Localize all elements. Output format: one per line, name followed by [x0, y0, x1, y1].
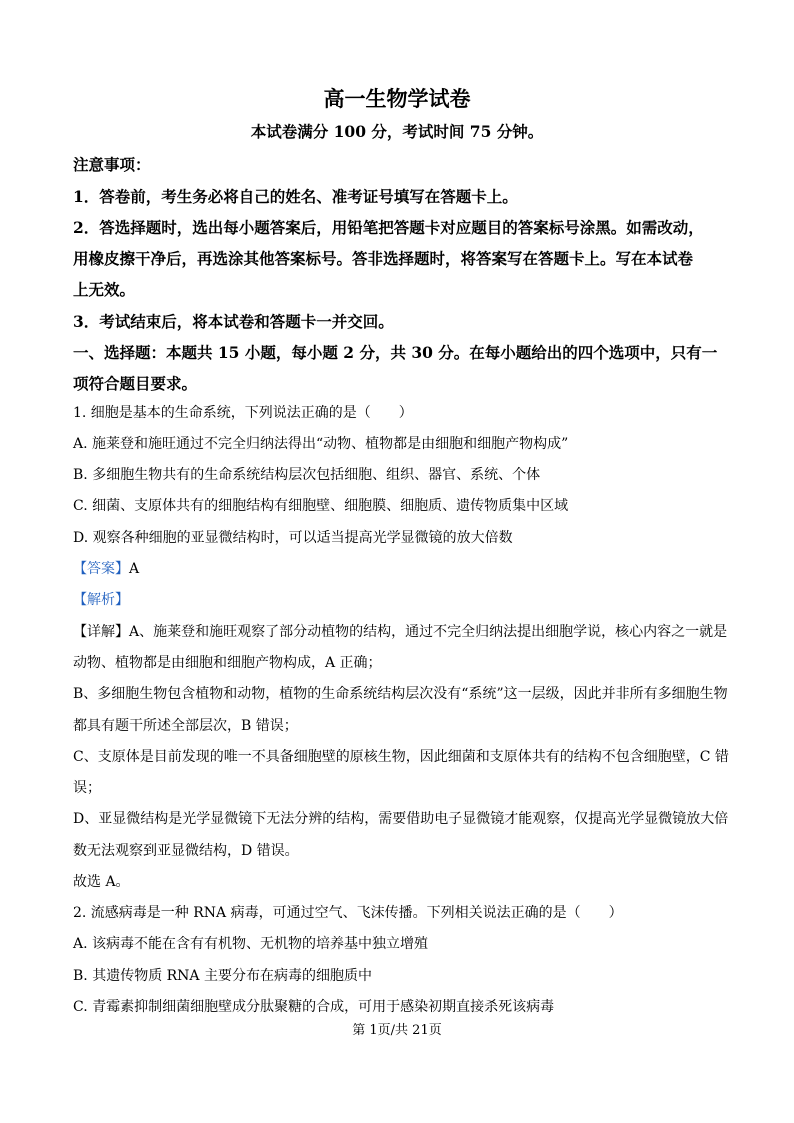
notice-heading: 注意事项：	[73, 155, 151, 174]
answer-tag: 【答案】	[73, 561, 129, 577]
question-1-detail-a-line-1	[73, 622, 726, 642]
page-title: 高一生物学试卷	[323, 86, 471, 111]
notice-item-1: 1．答卷前，考生务必将自己的姓名、准考证号填写在答题卡上。	[73, 187, 518, 206]
question-1-option-c: C. 细菌、支原体共有的细胞结构有细胞壁、细胞膜、细胞质、遗传物质集中区域	[73, 498, 569, 514]
detail-tag: 【详解】	[73, 624, 129, 640]
question-2-stem: 2. 流感病毒是一种 RNA 病毒，可通过空气、飞沫传播。下列相关说法正确的是（ ）	[73, 905, 623, 921]
question-1-detail-b-line-2: 都具有题干所述全部层次，B 错误；	[73, 718, 298, 734]
question-2-option-b: B. 其遗传物质 RNA 主要分布在病毒的细胞质中	[73, 968, 372, 984]
section-heading-line-2: 项符合题目要求。	[73, 374, 198, 393]
question-2-option-c: C. 青霉素抑制细菌细胞壁成分肽聚糖的合成，可用于感染初期直接杀死该病毒	[73, 999, 555, 1015]
question-1-detail-d-line-2: 数无法观察到亚显微结构，D 错误。	[73, 843, 299, 859]
detail-a-text: A、施莱登和施旺观察了部分动植物的结构，通过不完全归纳法提出细胞学说，核心内容之一就是	[129, 624, 728, 640]
notice-item-3: 3．考试结束后，将本试卷和答题卡一并交回。	[73, 312, 394, 331]
notice-item-2-line-3: 上无效。	[73, 280, 136, 299]
question-1-detail-a-line-2: 动物、植物都是由细胞和细胞产物构成，A 正确；	[73, 655, 382, 671]
question-2-option-a: A. 该病毒不能在含有有机物、无机物的培养基中独立增殖	[73, 936, 429, 952]
question-1-detail-b-line-1: B、多细胞生物包含植物和动物，植物的生命系统结构层次没有“系统”这一层级，因此并非所有多细胞生物	[73, 686, 728, 702]
question-1-detail-d-line-1: D、亚显微结构是光学显微镜下无法分辨的结构，需要借助电子显微镜才能观察，仅提高光学显微镜放大倍	[73, 811, 729, 827]
section-heading-line-1: 一、选择题：本题共 15 小题，每小题 2 分，共 30 分。在每小题给出的四个选项中，只有一	[73, 343, 718, 362]
question-1-analysis	[73, 590, 726, 610]
notice-item-2-line-1: 2．答选择题时，选出每小题答案后，用铅笔把答题卡对应题目的答案标号涂黑。如需改动，	[73, 218, 704, 237]
question-1-option-d: D. 观察各种细胞的亚显微结构时，可以适当提高光学显微镜的放大倍数	[73, 530, 513, 546]
question-1-option-b: B. 多细胞生物共有的生命系统结构层次包括细胞、组织、器官、系统、个体	[73, 467, 541, 483]
question-1-option-a: A. 施莱登和施旺通过不完全归纳法得出“动物、植物都是由细胞和细胞产物构成”	[73, 436, 569, 452]
page-footer: 第 1页/共 21页	[352, 1023, 442, 1038]
question-1-stem: 1. 细胞是基本的生命系统，下列说法正确的是（ ）	[73, 405, 413, 421]
analysis-tag: 【解析】	[73, 592, 129, 608]
question-1-answer	[73, 559, 726, 579]
exam-subtitle: 本试卷满分 100 分，考试时间 75 分钟。	[250, 122, 544, 141]
notice-item-2-line-2: 用橡皮擦干净后，再选涂其他答案标号。答非选择题时，将答案写在答题卡上。写在本试卷	[73, 249, 694, 268]
question-1-conclusion: 故选 A。	[73, 874, 130, 890]
answer-value: A	[129, 561, 140, 577]
question-1-detail-c-line-1: C、支原体是目前发现的唯一不具备细胞壁的原核生物，因此细菌和支原体共有的结构不包含细胞壁，C 错	[73, 749, 729, 765]
question-1-detail-c-line-2: 误；	[73, 780, 101, 796]
